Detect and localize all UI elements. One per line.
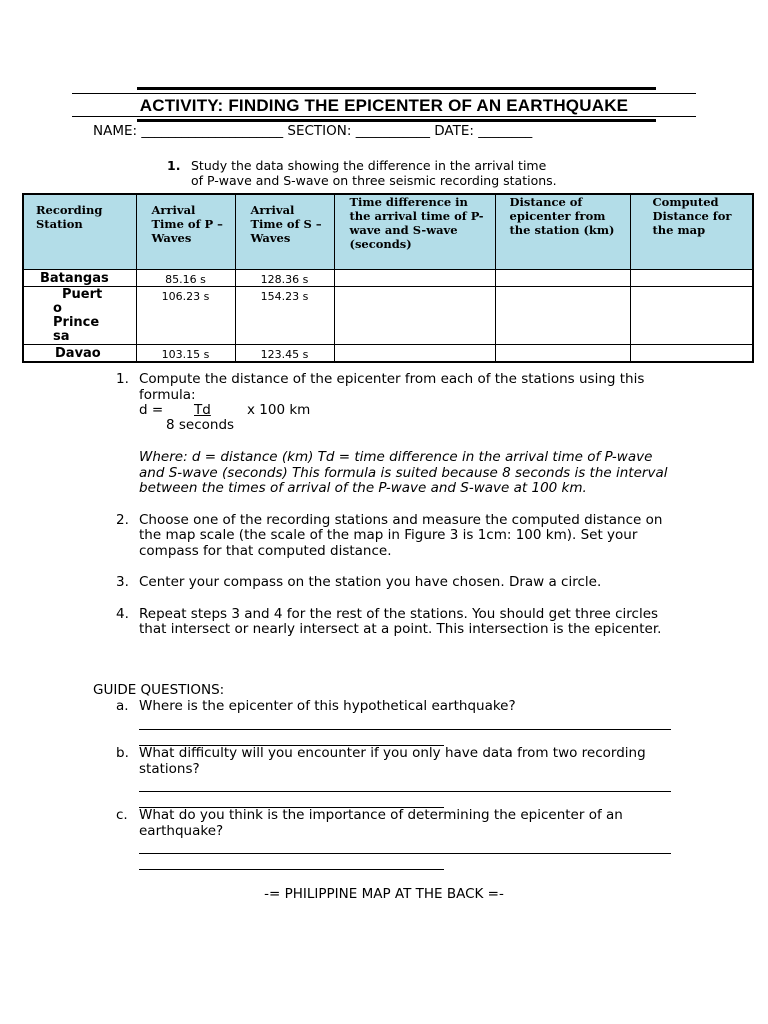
guide-questions-heading: GUIDE QUESTIONS:: [93, 682, 225, 698]
formula-note: Where: d = distance (km) Td = time difference in the arrival time of P-wave and S-wave (seconds) This formula is suited because 8 seconds is the interval between the times of arrival of the P-wave and S-wave at 100 km.: [139, 449, 668, 496]
computed-distance-answer-cell[interactable]: [630, 287, 753, 345]
step-3: [116, 575, 676, 591]
p-arrival-cell: 103.15 s: [136, 345, 235, 363]
step-text: Repeat steps 3 and 4 for the rest of the stations. You should get three circles that intersect or nearly intersect at a point. This intersection is the epicenter.: [139, 605, 662, 637]
station-name-part: o: [53, 301, 62, 316]
title-bottom-thin-rule: [72, 116, 696, 117]
station-cell: Batangas: [23, 270, 136, 287]
guide-question-b: [116, 746, 676, 777]
footer-note: -= PHILIPPINE MAP AT THE BACK =-: [264, 886, 504, 902]
distance-answer-cell[interactable]: [495, 287, 630, 345]
intro-number: 1.: [167, 158, 181, 173]
seismic-data-table: [22, 193, 754, 363]
procedure-steps: [116, 372, 676, 654]
time-difference-answer-cell[interactable]: [334, 270, 495, 287]
title-bottom-thick-rule: [137, 119, 656, 122]
step-2: [116, 513, 676, 560]
distance-answer-cell[interactable]: [495, 345, 630, 363]
answer-line-c2[interactable]: [139, 869, 444, 870]
formula-lhs: d =: [139, 402, 164, 418]
time-difference-answer-cell[interactable]: [334, 287, 495, 345]
intro-line-1: Study the data showing the difference in the arrival time: [191, 158, 547, 173]
question-text: What do you think is the importance of determining the epicenter of an earthquake?: [139, 807, 623, 839]
formula-denominator: 8 seconds: [166, 417, 235, 433]
distance-answer-cell[interactable]: [495, 270, 630, 287]
p-arrival-cell: 85.16 s: [136, 270, 235, 287]
step-number: 1.: [116, 371, 129, 387]
header-recording-station: Recording Station: [23, 194, 136, 270]
answer-line-a1[interactable]: [139, 729, 671, 730]
question-letter: b.: [116, 745, 129, 761]
guide-question-c: [116, 808, 676, 839]
question-letter: c.: [116, 807, 128, 823]
header-s-wave-arrival: Arrival Time of S – Waves: [235, 194, 334, 270]
question-letter: a.: [116, 698, 129, 714]
step-text: Center your compass on the station you have chosen. Draw a circle.: [139, 574, 602, 590]
header-p-wave-arrival: Arrival Time of P – Waves: [136, 194, 235, 270]
station-name-part: Puert: [62, 287, 103, 302]
station-name-part: Prince: [53, 315, 100, 330]
step-1: [116, 372, 676, 497]
time-difference-answer-cell[interactable]: [334, 345, 495, 363]
station-cell: Davao: [23, 345, 136, 363]
step-4: [116, 607, 676, 638]
question-text: What difficulty will you encounter if you only have data from two recording stations?: [139, 745, 646, 777]
answer-line-c1[interactable]: [139, 853, 671, 854]
s-arrival-cell: 128.36 s: [235, 270, 334, 287]
computed-distance-answer-cell[interactable]: [630, 270, 753, 287]
distance-formula: [139, 403, 676, 434]
computed-distance-answer-cell[interactable]: [630, 345, 753, 363]
s-arrival-cell: 123.45 s: [235, 345, 334, 363]
name-section-date-line: NAME: _____________________ SECTION: ___________ DATE: ________: [93, 123, 533, 139]
table-row: [23, 345, 753, 363]
header-distance-epicenter: Distance of epicenter from the station (km): [495, 194, 630, 270]
answer-line-b1[interactable]: [139, 791, 671, 792]
header-time-difference: Time difference in the arrival time of P- wave and S-wave (seconds): [334, 194, 495, 270]
step-text: Compute the distance of the epicenter from each of the stations using this formula:: [139, 371, 645, 403]
title-top-thin-rule: [72, 93, 696, 94]
formula-numerator: Td: [194, 402, 211, 418]
table-header-row: [23, 194, 753, 270]
intro-instruction: [167, 158, 557, 188]
step-number: 3.: [116, 574, 129, 590]
p-arrival-cell: 106.23 s: [136, 287, 235, 345]
title-top-thick-rule: [137, 87, 656, 90]
station-name-part: sa: [53, 329, 70, 344]
header-computed-distance: Computed Distance for the map: [630, 194, 753, 270]
intro-line-2: of P-wave and S-wave on three seismic recording stations.: [191, 173, 557, 188]
table-row: [23, 270, 753, 287]
table-row: [23, 287, 753, 345]
formula-multiplier: x 100 km: [247, 402, 311, 418]
question-text: Where is the epicenter of this hypothetical earthquake?: [139, 698, 516, 714]
station-cell: [23, 287, 136, 345]
s-arrival-cell: 154.23 s: [235, 287, 334, 345]
step-number: 2.: [116, 511, 129, 528]
page-title: ACTIVITY: FINDING THE EPICENTER OF AN EARTHQUAKE: [139, 96, 629, 115]
step-text: Choose one of the recording stations and measure the computed distance on the map scale (the scale of the map in Figure 3 is 1cm: 100 km). Set your compass for that computed distance.: [139, 511, 663, 559]
guide-question-a: [116, 699, 676, 715]
step-number: 4.: [116, 605, 129, 622]
